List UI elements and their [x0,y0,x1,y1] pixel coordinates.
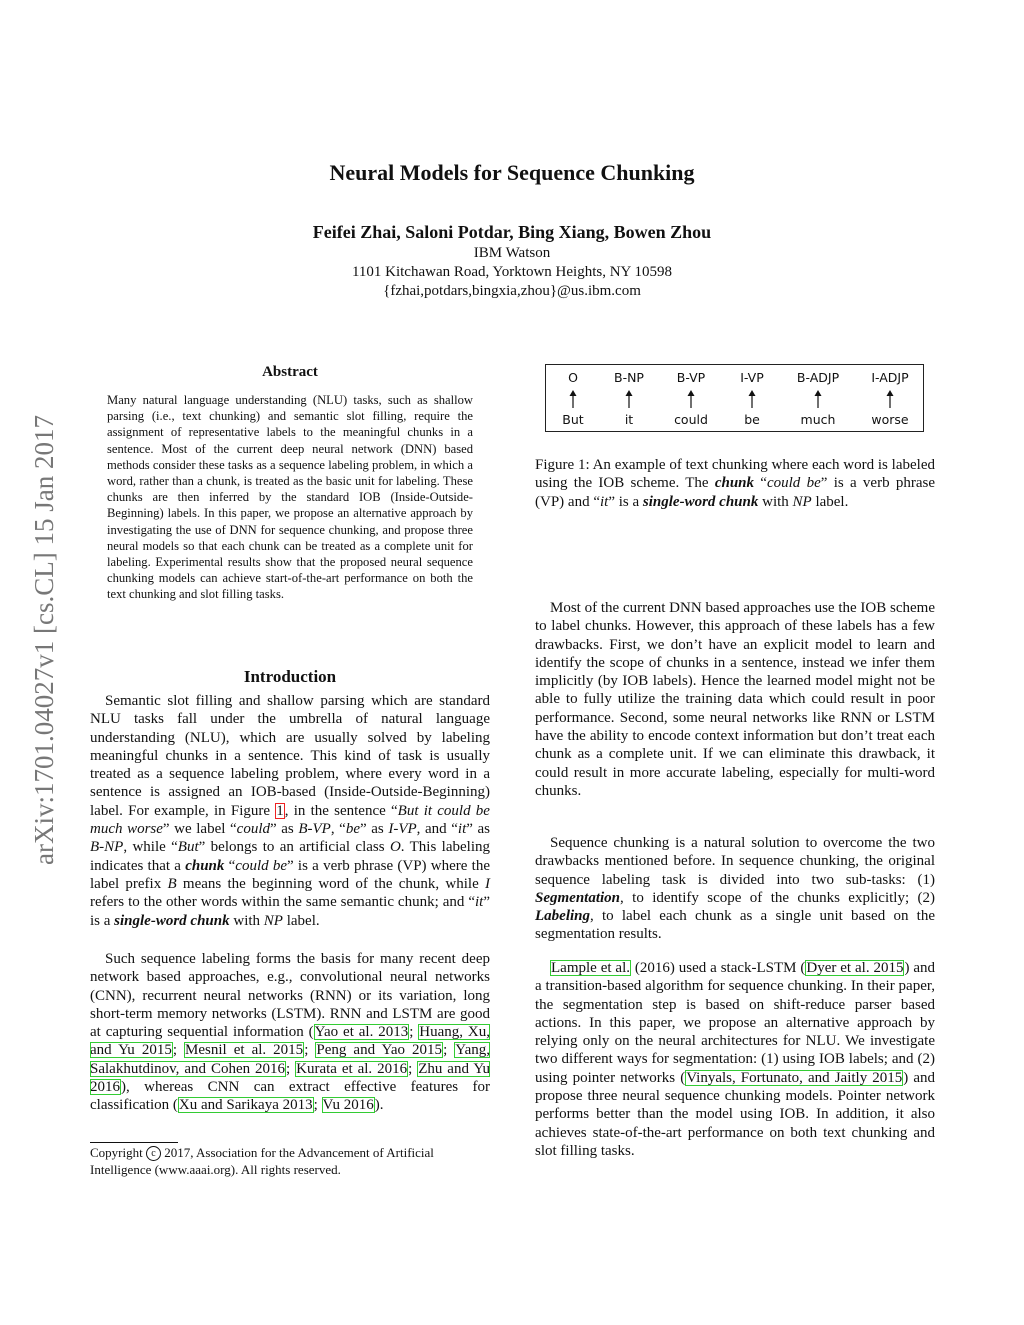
citation-link[interactable]: Vinyals, Fortunato, and Jaitly 2015 [686,1069,903,1086]
figure-label-i-adjp: I-ADJP [871,370,909,385]
citation-link[interactable]: Yang, Salakhutdinov, and Cohen 2016 [90,1042,491,1077]
arrow-head-icon [570,390,577,396]
figure-word-be: be [744,412,760,427]
citation-link[interactable]: Vu 2016 [322,1097,374,1114]
abstract-text: Many natural language understanding (NLU) tasks, such as shallow parsing (i.e., text chunking) and semantic slot filling, require the assignment of representative labels to the meaningful chunks in a sentence. Most of the current deep neural network (DNN) based methods consider these tasks as a sequence labeling problem, in which a word, rather than a chunk, is treated as the basic unit for labeling. These chunks are then inferred by the standard IOB (Inside-Outside-Beginning) labels. In this paper, we propose an alternative approach by investigating the use of DNN for sequence chunking, and propose three neural models so that each chunk can be treated as a complete unit for labeling. Experimental results show that the proposed neural sequence chunking models can achieve start-of-the-art performance on both the text chunking and slot filling tasks. [107,393,473,602]
citation-link[interactable]: Yao et al. 2013 [314,1024,409,1041]
citation-link[interactable]: Kurata et al. 2016 [296,1060,408,1077]
arrow-head-icon [815,390,822,396]
copyright-symbol: c [146,1146,161,1161]
copyright-notice: Copyright c 2017, Association for the Advancement of Artificial Intelligence (www.aaai.org). All rights reserved. [90,1145,434,1177]
right-paragraph-2: Sequence chunking is a natural solution to overcome the two drawbacks mentioned before. In sequence chunking, the original sequence labeling task is divided into two sub-tasks: (1) Segmentation, to identify scope of the chunks explicitly; (2) Labeling, to label each chunk as a single unit based on the segmentation results. [535,835,935,943]
citation-link[interactable]: Peng and Yao 2015 [316,1042,443,1059]
citation-link[interactable]: Huang, Xu, and Yu 2015 [90,1024,490,1059]
citation-link[interactable]: Xu and Sarikaya 2013 [178,1097,313,1114]
figure-1-diagram [545,364,924,432]
citation-link[interactable]: Zhu and Yu 2016 [90,1060,490,1096]
figure-word-it: it [624,412,634,427]
right-paragraph-3: Lample et al. (2016) used a stack-LSTM (Dyer et al. 2015) and a transition-based algorithm for sequence chunking. In their paper, the segmentation step is based on shift-reduce parser based actions. In this paper, we propose an alternative approach by relying only on the neural architectures for NLU. We investigate two different ways for segmentation: (1) using IOB labels; and (2) using pointer networks (Vinyals, Fortunato, and Jaitly 2015) and propose three neural sequence chunking models. Pointer network performs better than the model using IOB. In addition, it also achieves state-of-the-art performance on both text chunking and slot filling tasks. [535,960,936,1159]
figure-word-but: But [562,412,584,427]
email: {fzhai,potdars,bingxia,zhou}@us.ibm.com [383,283,641,299]
citation-link[interactable]: Dyer et al. 2015 [806,960,904,976]
arrow-head-icon [688,390,695,396]
figure-word-much: much [800,412,836,427]
figure-label-b-vp: B-VP [676,370,706,385]
figure-word-worse: worse [871,412,909,427]
citation-link[interactable]: Lample et al. [551,960,630,976]
figure-word-could: could [674,412,708,427]
figure-1-caption: Figure 1: An example of text chunking where each word is labeled using the IOB scheme. The chunk “could be” is a verb phrase (VP) and “it” is a single-word chunk with NP label. [535,457,935,510]
figure-label-o: O [568,370,578,385]
address: 1101 Kitchawan Road, Yorktown Heights, NY 10598 [351,264,673,280]
citation-link[interactable]: Mesnil et al. 2015 [185,1042,304,1059]
figure-label-b-adjp: B-ADJP [796,370,840,385]
footnote-rule [90,1142,178,1143]
affiliation: IBM Watson [473,245,551,261]
intro-paragraph-2: Such sequence labeling forms the basis for many recent deep network based approaches, e.g., convolutional neural networks (CNN), recurrent neural networks (RNN) or its variation, long short-term memory networks (LSTM). RNN and LSTM are good at capturing sequential information (Yao et al. 2013; Huang, Xu, and Yu 2015; Mesnil et al. 2015; Peng and Yao 2015; Yang, Salakhutdinov, and Cohen 2016; Kurata et al. 2016; Zhu and Yu 2016), whereas CNN can extract effective features for classification (Xu and Sarikaya 2013; Vu 2016). [90,951,491,1114]
arrow-head-icon [887,390,894,396]
figure-1-link[interactable]: 1 [276,802,284,819]
figure-label-i-vp: I-VP [740,370,764,385]
arrow-head-icon [749,390,756,396]
right-paragraph-1: Most of the current DNN based approaches use the IOB scheme to label chunks. However, this approach of these labels has a few drawbacks. First, we don’t have an explicit model to learn and identify the scope of chunks in a sentence, instead we infer them implicitly (by IOB labels). Hence the learned model might not be able to fully utilize the training data which could result in poor performance. Second, some neural networks like RNN or LSTM have the ability to encode context information but don’t treat each chunk as a complete unit. If we can eliminate this drawback, it could result in more accurate labeling, especially for multi-word chunks. [535,600,935,799]
introduction-heading: Introduction [243,667,337,686]
figure-label-b-np: B-NP [614,370,644,385]
author-list: Feifei Zhai, Saloni Potdar, Bing Xiang, Bowen Zhou [312,222,712,242]
paper-title: Neural Models for Sequence Chunking [329,160,695,185]
arrow-head-icon [626,390,633,396]
figure-1-svg [546,365,923,431]
arxiv-identifier: arXiv:1701.04027v1 [cs.CL] 15 Jan 2017 [29,415,59,865]
intro-paragraph-1: Semantic slot filling and shallow parsing which are standard NLU tasks fall under the umbrella of natural language understanding (NLU), which are usually solved by labeling meaningful chunks in a sentence. This kind of task is usually treated as a sequence labeling problem, where every word in a sentence is assigned an IOB-based (Inside-Outside-Beginning) label. For example, in Figure 1, in the sentence “But it could be much worse” we label “could” as B-VP, “be” as I-VP, and “it” as B-NP, while “But” belongs to an artificial class O. This labeling indicates that a chunk “could be” is a verb phrase (VP) where the label prefix B means the beginning word of the chunk, while I refers to the other words within the same semantic chunk; and “it” is a single-word chunk with NP label. [90,693,490,929]
abstract-heading: Abstract [262,364,318,380]
